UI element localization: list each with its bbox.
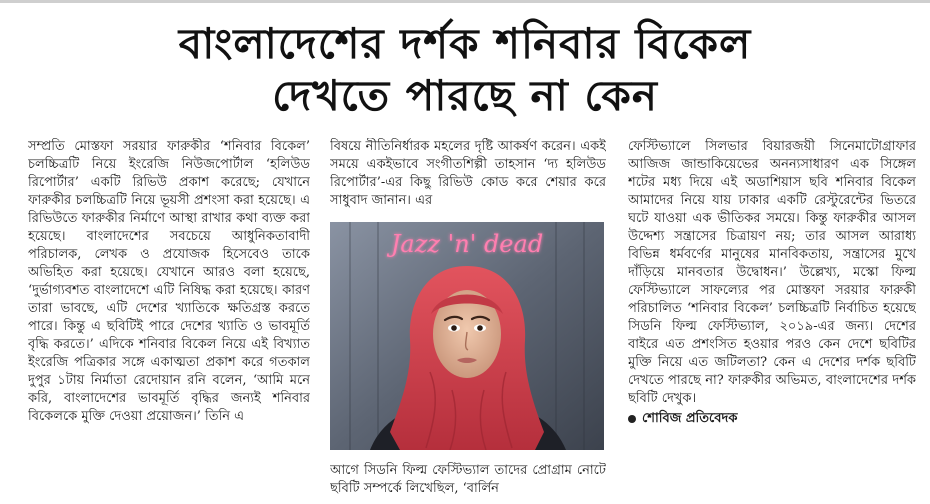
article-column-3 bbox=[628, 138, 916, 500]
column-3-text: ফেস্টিভ্যালে সিলভার বিয়ারজয়ী সিনেমাটোগ্রাফার আজিজ জান্ডাকিয়েভের অনন্যসাধারণ এক সিঙ্গেল শটের মধ্য দিয়ে এই অডাশিয়াস ছবি শনিবার বিকেল আমাদের নিয়ে যায় ঢাকার একটি রেস্টুরেন্টের ভিতরে ঘটে যাওয়া এক ভীতিকর সময়ে। কিন্তু ফারুকীর আসল উদ্দেশ্য সন্ত্রাসের চিত্রায়ণ নয়; তার আসল আরাধ্য বিভিন্ন ধর্মবর্ণের মানুষের মানবিকতায়, সন্ত্রাসের মুখে দাঁড়িয়ে মানবতার উদ্বোধন।’ উল্লেখ্য, মস্কো ফিল্ম ফেস্টিভ্যালে সাফল্যের পর মোস্তফা সরয়ার ফারুকী পরিচালিত ‘শনিবার বিকেল’ চলচ্চিত্রটি নির্বাচিত হয়েছে সিডনি ফিল্ম ফেস্টিভ্যাল, ২০১৯-এর জন্য। দেশের বাইরে এত প্রশংসিত হওয়ার পরও কেন দেশে ছবিটির মুক্তি নিয়ে এত জটিলতা? কেন এ দেশের দর্শক ছবিটি দেখতে পারছে না? ফারুকীর অভিমত, বাংলাদেশের দর্শক ছবিটি দেখুক। bbox=[628, 139, 916, 406]
column-2-bottom-text: আগে সিডনি ফিল্ম ফেস্টিভ্যাল তাদের প্রোগ্রাম নোটে ছবিটি সম্পর্কে লিখেছিল, ‘বার্লিন bbox=[330, 463, 606, 496]
column-2-top-text: বিষয়ে নীতিনির্ধারক মহলের দৃষ্টি আকর্ষণ করেন। একই সময়ে একইভাবে সংগীতশিল্পী তাহসান ‘দ্য হলিউড রিপোর্টার’-এর কিছু রিভিউ কোড করে শেয়ার করে সাধুবাদ জানান। এর bbox=[330, 139, 606, 208]
bullet-icon bbox=[628, 415, 636, 423]
article-column-2-top bbox=[330, 138, 606, 218]
byline-text: শোবিজ প্রতিবেদক bbox=[642, 411, 738, 426]
top-rule bbox=[0, 0, 930, 3]
film-still-illustration bbox=[330, 222, 604, 450]
headline bbox=[0, 18, 930, 122]
article-column-2-bottom bbox=[330, 462, 606, 502]
headline-line-1: বাংলাদেশের দর্শক শনিবার বিকেল bbox=[178, 19, 752, 68]
column-1-text: সম্প্রতি মোস্তফা সরয়ার ফারুকীর ‘শনিবার বিকেল’ চলচ্চিত্রটি নিয়ে ইংরেজি নিউজপোর্টাল ‘হলিউড রিপোর্টার’ একটি রিভিউ প্রকাশ করেছে; যেখানে ফারুকীর চলচ্চিত্রটি নিয়ে ভূয়সী প্রশংসা করা হয়েছে। এ রিভিউতে ফারুকীর নির্মাণে আস্থা রাখার কথা ব্যক্ত করা হয়েছে। বাংলাদেশের সবচেয়ে আধুনিকতাবাদী পরিচালক, লেখক ও প্রযোজক হিসেবেও তাকে অভিহিত করা হয়েছে। যেখানে আরও বলা হয়েছে, ‘দুর্ভাগ্যবশত বাংলাদেশে এটি নিষিদ্ধ করা হয়েছে। কারণ তারা ভাবছে, এটি দেশের খ্যাতিকে ক্ষতিগ্রস্ত করতে পারে। কিন্তু এ ছবিটিই পারে দেশের খ্যাতি ও ভাবমূর্তি বৃদ্ধি করতে।’ এদিকে শনিবার বিকেল নিয়ে এই বিখ্যাত ইংরেজি পত্রিকার সঙ্গে একাত্মতা প্রকাশ করে গতকাল দুপুর ১টায় নির্মাতা রেদোয়ান রনি বলেন, ‘আমি মনে করি, বাংলাদেশের ভাবমূর্তি বৃদ্ধির জন্যই শনিবার বিকেলকে মুক্তি দেওয়া প্রয়োজন।’ তিনি এ bbox=[28, 139, 310, 424]
film-still-photo bbox=[330, 222, 604, 450]
headline-line-2: দেখতে পারছে না কেন bbox=[272, 71, 658, 120]
neon-sign-text: Jazz 'n' dead bbox=[390, 230, 544, 258]
byline bbox=[628, 410, 916, 428]
article-column-1 bbox=[28, 138, 310, 500]
